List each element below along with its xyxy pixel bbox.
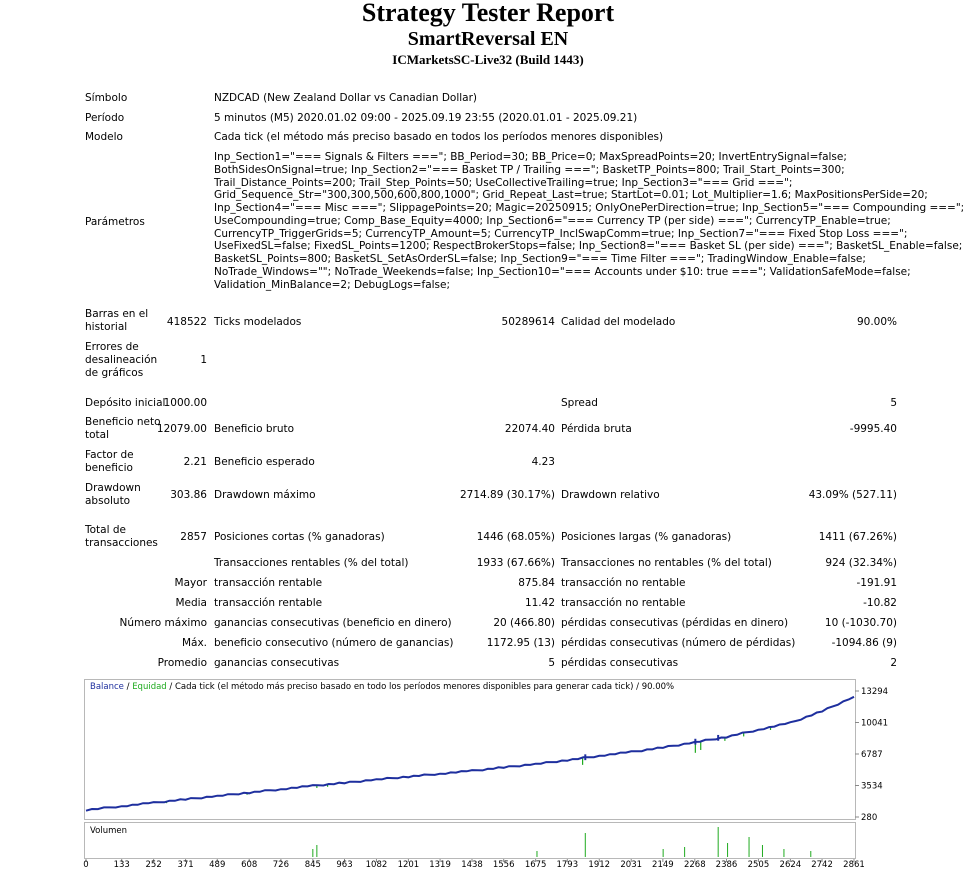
legend-separator: / — [126, 682, 130, 692]
avg-cons-wins-label: ganancias consecutivas — [214, 657, 340, 669]
y-tick-label: 10041 — [861, 718, 889, 729]
largest-profit-value: 875.84 — [518, 577, 555, 589]
param-line: Validation_MinBalance=2; DebugLogs=false; — [214, 278, 451, 291]
dd-max-label: Drawdown máximo — [214, 489, 316, 501]
long-positions-label: Posiciones largas (% ganadoras) — [561, 531, 732, 543]
x-tick-label: 726 — [272, 860, 290, 870]
profit-factor-value: 2.21 — [183, 456, 207, 468]
x-tick-label: 2031 — [620, 860, 643, 870]
y-axis-ticks — [855, 687, 888, 823]
x-tick-label: 608 — [241, 860, 258, 870]
net-profit-label-1: Beneficio neto — [85, 416, 161, 428]
y-tick-label: 13294 — [861, 687, 889, 697]
x-tick-label: 1201 — [397, 860, 420, 870]
param-line: BothSidesOnSignal=true; Inp_Section2="=== Basket TP / Trailing ==="; BasketTP_Points=800; Trail_Start_Points=300; — [214, 163, 845, 176]
x-tick-label: 963 — [336, 860, 353, 870]
x-tick-label: 1675 — [524, 860, 547, 870]
profit-trades-label: Transacciones rentables (% del total) — [214, 557, 409, 569]
period-value: 5 minutos (M5) 2020.01.02 09:00 - 2025.09.19 23:55 (2020.01.01 - 2025.09.21) — [214, 112, 638, 124]
loss-trades-label: Transacciones no rentables (% del total) — [561, 557, 772, 569]
x-tick-label: 1438 — [461, 860, 483, 870]
param-line: BasketSL_Points=800; BasketSL_SetAsOrderSL=false; Inp_Section9="=== Time Filter ==="; TradingWindow_Enable=false; — [214, 253, 866, 265]
y-tick-label: 280 — [861, 813, 878, 823]
errors-label-1: Errores de — [85, 341, 139, 353]
legend-equity: Equidad — [132, 682, 167, 692]
strategy-name: SmartReversal EN — [407, 28, 569, 50]
report-title: Strategy Tester Report — [361, 0, 615, 27]
x-tick-label: 252 — [145, 860, 162, 870]
balance-chart-svg — [84, 679, 904, 879]
bars-value: 418522 — [166, 316, 207, 328]
average-loss-label: transacción no rentable — [561, 597, 686, 609]
symbol-value: NZDCAD (New Zealand Dollar vs Canadian Dollar) — [214, 92, 478, 104]
x-tick-label: 2742 — [811, 860, 833, 870]
average-prefix: Media — [175, 597, 207, 609]
x-tick-label: 133 — [113, 860, 130, 870]
deposit-value: 1000.00 — [163, 397, 207, 409]
model-value: Cada tick (el método más preciso basado en todos los períodos menores disponibles) — [214, 131, 664, 143]
max-wins-label: ganancias consecutivas (beneficio en dinero) — [214, 617, 452, 629]
x-tick-label: 2505 — [747, 860, 770, 870]
spread-label: Spread — [561, 397, 598, 409]
balance-chart — [84, 679, 904, 879]
x-tick-label: 0 — [83, 860, 89, 870]
x-tick-label: 1556 — [492, 860, 515, 870]
dd-rel-label: Drawdown relativo — [561, 489, 660, 501]
symbol-label: Símbolo — [85, 92, 128, 104]
param-line: CurrencyTP_TriggerGrids=5; CurrencyTP_Amount=5; CurrencyTP_InclSwapComm=true; Inp_Section7="=== Fixed Stop Loss ==="; — [214, 227, 908, 240]
deposit-label: Depósito inicial — [85, 397, 166, 409]
y-tick-label: 6787 — [861, 750, 883, 760]
server-name: ICMarketsSC-Live32 (Build 1443) — [392, 52, 584, 67]
largest-loss-label: transacción no rentable — [561, 577, 686, 589]
net-profit-label-2: total — [85, 429, 110, 441]
param-line: UseCompounding=true; Comp_Base_Equity=4000; Inp_Section6="=== Currency TP (per side) ==="; CurrencyTP_Enable=true; — [214, 214, 891, 227]
x-tick-label: 2861 — [843, 860, 865, 870]
long-positions-value: 1411 (67.26%) — [818, 531, 897, 543]
x-tick-label: 1793 — [556, 860, 579, 870]
ticks-label: Ticks modelados — [214, 316, 302, 328]
x-axis-ticks — [83, 859, 865, 870]
param-line: Trail_Distance_Points=200; Trail_Step_Points=50; UseCollectiveTrailing=true; Inp_Section3="=== Grid ==="; — [214, 176, 793, 189]
max-wins-value: 20 (466.80) — [493, 617, 555, 629]
bars-label-2: historial — [85, 321, 128, 333]
x-tick-label: 1912 — [588, 860, 611, 870]
maximal-profit-label: beneficio consecutivo (número de ganancias) — [214, 637, 454, 649]
x-tick-label: 2386 — [715, 860, 738, 870]
x-tick-label: 845 — [304, 860, 321, 870]
quality-label: Calidad del modelado — [561, 316, 676, 328]
loss-trades-value: 924 (32.34%) — [825, 557, 897, 569]
largest-profit-label: transacción rentable — [214, 577, 323, 589]
bars-label-1: Barras en el — [85, 308, 149, 320]
param-line: UseFixedSL=false; FixedSL_Points=1200; RespectBrokerStops=false; Inp_Section8="=== Basket SL (per side) ==="; BasketSL_Enable=false; — [214, 240, 963, 253]
trades-value: 2857 — [180, 531, 207, 543]
gross-profit-label: Beneficio bruto — [214, 423, 295, 435]
profit-factor-label-2: beneficio — [85, 462, 133, 474]
dd-abs-value: 303.86 — [170, 489, 207, 501]
dd-max-value: 2714.89 (30.17%) — [460, 489, 555, 501]
ticks-value: 50289614 — [501, 316, 555, 328]
largest-prefix: Mayor — [174, 577, 207, 589]
average-profit-value: 11.42 — [524, 597, 555, 609]
max-prefix: Número máximo — [119, 617, 207, 629]
maximal-loss-label: pérdidas consecutivas (número de pérdidas) — [561, 637, 796, 649]
profit-factor-label-1: Factor de — [85, 449, 134, 461]
short-positions-value: 1446 (68.05%) — [476, 531, 555, 543]
x-tick-label: 1319 — [429, 860, 451, 870]
average-profit-label: transacción rentable — [214, 597, 323, 609]
expected-payoff-label: Beneficio esperado — [214, 456, 315, 468]
chart-legend — [90, 681, 674, 692]
errors-value: 1 — [200, 354, 207, 366]
maximal-profit-value: 1172.95 (13) — [486, 637, 555, 649]
gross-loss-label: Pérdida bruta — [561, 423, 632, 435]
errors-label-3: de gráficos — [85, 367, 144, 379]
quality-value: 90.00% — [856, 316, 897, 328]
avg-cons-prefix: Promedio — [157, 657, 207, 669]
max-losses-label: pérdidas consecutivas (pérdidas en dinero) — [561, 617, 789, 629]
net-profit-value: 12079.00 — [156, 423, 207, 435]
short-positions-label: Posiciones cortas (% ganadoras) — [214, 531, 385, 543]
x-tick-label: 489 — [209, 860, 226, 870]
spread-value: 5 — [890, 397, 897, 409]
volume-label: Volumen — [90, 826, 128, 836]
avg-cons-losses-value: 2 — [890, 657, 897, 669]
profit-trades-value: 1933 (67.66%) — [476, 557, 555, 569]
gross-loss-value: -9995.40 — [849, 423, 897, 435]
x-tick-label: 2268 — [683, 860, 706, 870]
x-tick-label: 371 — [177, 860, 194, 870]
x-tick-label: 1082 — [365, 860, 388, 870]
expected-payoff-value: 4.23 — [531, 456, 555, 468]
avg-cons-wins-value: 5 — [548, 657, 555, 669]
params-list — [214, 151, 965, 291]
dd-rel-value: 43.09% (527.11) — [808, 489, 897, 501]
x-tick-label: 2624 — [779, 860, 802, 870]
volume-plot-frame — [85, 823, 856, 859]
maximal-prefix: Máx. — [181, 637, 207, 649]
param-line: Grid_Sequence_Str="300,300,500,600,800,1000"; Grid_Repeat_Last=true; StartLot=0.01; Lot_Multiplier=1.6; MaxPositionsPerSide=20; — [214, 189, 928, 202]
period-label: Período — [85, 112, 125, 124]
param-line: NoTrade_Windows=""; NoTrade_Weekends=false; Inp_Section10="=== Accounts under $10: true ==="; ValidationSafeMode=false; — [214, 265, 911, 278]
dd-abs-label-1: Drawdown — [85, 482, 141, 494]
y-tick-label: 3534 — [861, 781, 883, 792]
trades-label-1: Total de — [85, 524, 126, 536]
param-line: Inp_Section4="=== Misc ==="; SlippagePoints=20; Magic=20250915; OnlyOnePerDirection=true; Inp_Section5="=== Compounding ==="; — [214, 202, 965, 214]
average-loss-value: -10.82 — [863, 597, 897, 609]
errors-label-2: desalineación — [85, 354, 158, 366]
largest-loss-value: -191.91 — [856, 577, 897, 589]
param-line: Inp_Section1="=== Signals & Filters ==="; BB_Period=30; BB_Price=0; MaxSpreadPoints=20; InvertEntrySignal=false; — [214, 151, 847, 163]
params-label: Parámetros — [85, 216, 145, 228]
dd-abs-label-2: absoluto — [85, 495, 131, 507]
maximal-loss-value: -1094.86 (9) — [831, 637, 897, 649]
max-losses-value: 10 (-1030.70) — [824, 617, 897, 629]
gross-profit-value: 22074.40 — [504, 423, 555, 435]
legend-balance: Balance — [90, 682, 124, 692]
x-tick-label: 2149 — [652, 860, 674, 870]
trades-label-2: transacciones — [85, 537, 158, 549]
legend-description: / Cada tick (el método más preciso basado en todo los períodos menores disponibles para generar cada tick) / 90.00% — [169, 682, 675, 692]
model-label: Modelo — [85, 131, 123, 143]
avg-cons-losses-label: pérdidas consecutivas — [561, 657, 679, 669]
